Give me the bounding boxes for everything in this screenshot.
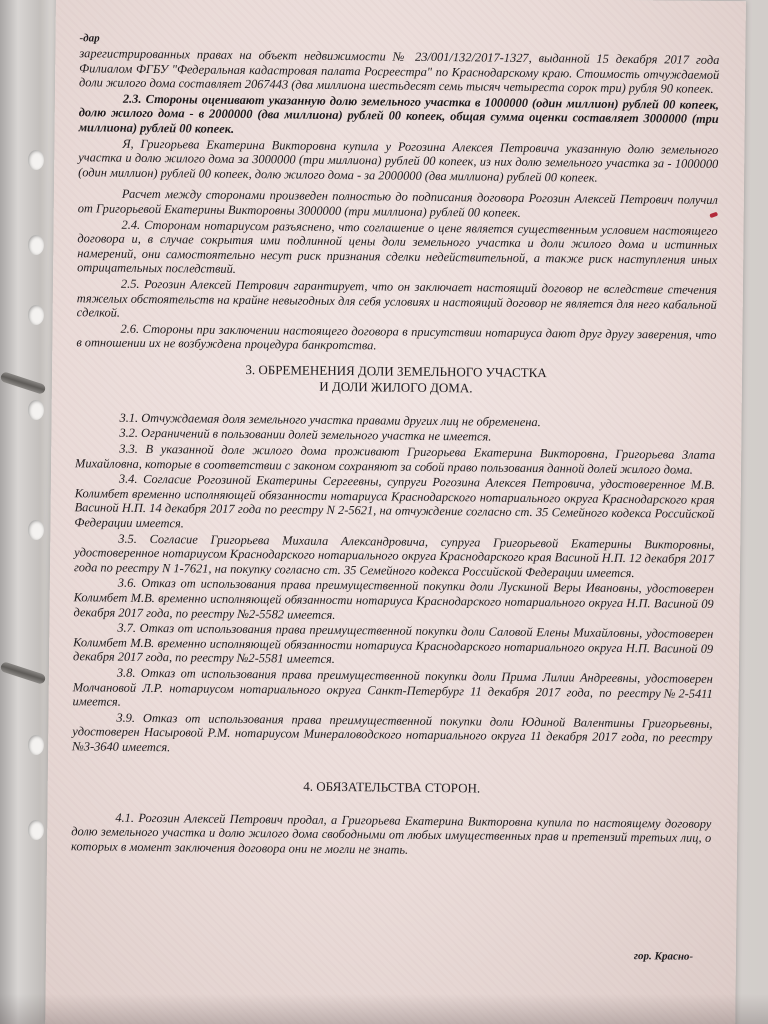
- clause-4-1: 4.1. Рогозин Алексей Петрович продал, а Григорьева Екатерина Викторовна купила по настоящему договору долю земельного участка и долю жилого дома свободными от любых имущественных прав и претензий третьих лиц, о которых в момент заключения договора они не могли не знать.: [71, 810, 712, 857]
- section-4-title: 4. ОБЯЗАТЕЛЬСТВА СТОРОН.: [303, 778, 481, 796]
- punch-hole: [28, 150, 44, 170]
- document-page: [45, 0, 746, 1024]
- clause-3-4: 3.4. Согласие Рогозиной Екатерины Сергеевны, супруги Рогозина Алексея Петровича, удостоверенное М.В. Колимбет временно исполняющей обязанности нотариуса Краснодарского нотариального округа Краснодарского края Васиной Н.П. 14 декабря 2017 года по реестру N 2-5621, на отчуждение согласно ст. 35 Семейного кодекса Российской Федерации имеется.: [74, 471, 715, 531]
- paragraph-2-4: 2.4. Сторонам нотариусом разъяснено, что соглашение о цене является существенным условием настоящего договора и, в случае сокрытия ими подлинной цены доли земельного участка и доли жилого дома и истинных намерений, они самостоятельно несут риск признания сделки недействительной, а также риск наступления иных отрицательных последствий.: [77, 217, 718, 277]
- page-header-fragment: -дар: [79, 32, 100, 45]
- paragraph: Расчет между сторонами произведен полностью до подписания договора Рогозин Алексей Петрович получил от Григорьевой Екатерины Викторовны 3000000 (три миллиона) рублей 00 копеек.: [77, 187, 718, 220]
- clause-3-3: 3.3. В указанной доле жилого дома проживают Григорьева Екатерина Викторовна, Григорьева Злата Михайловна, которые в соответствии с законом сохраняют за собой право пользования данной долей жилого дома.: [75, 441, 716, 477]
- clause-3-2: 3.2. Ограничений в пользовании долей земельного участка не имеется.: [119, 426, 492, 445]
- page-footer-fragment: гор. Красно-: [633, 950, 694, 963]
- binder-ring: [0, 371, 46, 395]
- paragraph: зарегистрированных правах на объект недвижимости № 23/001/132/2017-1327, выданной 15 декабря 2017 года Филиалом ФГБУ "Федеральная кадастровая палата Росреестра" по Краснодарскому краю. Стоимость отчуждаемой доли жилого дома составляет 2067443 (два миллиона шестьдесят семь тысяч четыреста сорок три) рубля 90 копеек.: [79, 46, 720, 97]
- section-3-title-line2: И ДОЛИ ЖИЛОГО ДОМА.: [319, 378, 473, 396]
- section-3-title: [76, 360, 716, 399]
- paragraph: Я, Григорьева Екатерина Викторовна купила у Рогозина Алексея Петровича указанную долю земельного участка и долю жилого дома за 3000000 (три миллиона) рублей 00 копеек, из них долю земельного участка за - 1000000 (один миллион) рублей 00 копеек, долю жилого дома - за 2000000 (два миллиона) рублей 00 копеек.: [78, 136, 719, 185]
- document-body: [71, 46, 719, 861]
- paragraph-2-6: 2.6. Стороны при заключении настоящего договора в присутствии нотариуса дают друг другу заверения, что в отношении их не возбуждена процедура банкротства.: [76, 321, 717, 353]
- section-3-title-line1: 3. ОБРЕМЕНЕНИЯ ДОЛИ ЗЕМЕЛЬНОГО УЧАСТКА: [245, 361, 547, 381]
- bottom-shadow: [0, 994, 768, 1024]
- clause-3-8: 3.8. Отказ от использования права преимущественной покупки доли Прима Лилии Андреевны, удостоверен Молчановой Л.Р. нотариусом нотариального округа Санкт-Петербург 11 декабря 2017 года, по реестру№2-5411 имеется.: [72, 665, 713, 709]
- clause-3-9: 3.9. Отказ от использования права преимущественной покупки доли Юдиной Валентины Григорьевны, удостоверен Насыровой Р.М. нотариусом Минераловодского нотариального округа 11 декабря 2017 года, по реестру №3-3640 имеется.: [72, 710, 713, 755]
- punch-hole: [28, 400, 44, 420]
- clause-3-7: 3.7. Отказ от использования права преимущественной покупки доли Саловой Елены Михайловны, удостоверен Колимбет М.В. временно исполняющей обязанности нотариуса Краснодарского нотариального округа Н.П. Васиной 09 декабря 2017 года, по реестру №2-5581 имеется.: [72, 620, 714, 667]
- punch-hole: [28, 520, 44, 540]
- punch-hole: [28, 305, 44, 325]
- punch-hole: [28, 235, 44, 255]
- punch-hole: [28, 735, 44, 755]
- paragraph-2-5: 2.5. Рогозин Алексей Петрович гарантирует, что он заключает настоящий договор не вследствие стечения тяжелых обстоятельств на крайне невыгодных для себя условиях и настоящий договор не является для него кабальной сделкой.: [76, 276, 718, 320]
- clause-3-6: 3.6. Отказ от использования права преимущественной покупки доли Лускиной Веры Ивановны, удостоверен Колимбет М.В. временно исполняющей обязанности нотариуса Краснодарского нотариального округа Н.П. Васиной 09 декабря 2017 года, по реестру №2-5582 имеется.: [73, 576, 714, 622]
- clause-3-1: 3.1. Отчуждаемая доля земельного участка правами других лиц не обременена.: [119, 410, 541, 429]
- clause-3-5: 3.5. Согласие Григорьева Михаила Александровича, супруга Григорьевой Екатерины Викторовны, удостоверенное нотариусом Краснодарского нотариального округа Краснодарского края Васиной Н.П. 12 декабря 2017 года по реестру N 1-7621, на покупку согласно ст. 35 Семейного кодекса Российской Федерации имеется.: [73, 531, 715, 580]
- binder-ring: [0, 661, 46, 685]
- paragraph-2-3: 2.3. Стороны оценивают указанную долю земельного участка в 1000000 (один миллион) рублей 00 копеек, долю жилого дома - в 2000000 (два миллиона) рублей 00 копеек, общая сумма оценки составляет 3000000 (три миллиона) рублей 00 копеек.: [78, 91, 719, 136]
- punch-hole: [28, 820, 44, 840]
